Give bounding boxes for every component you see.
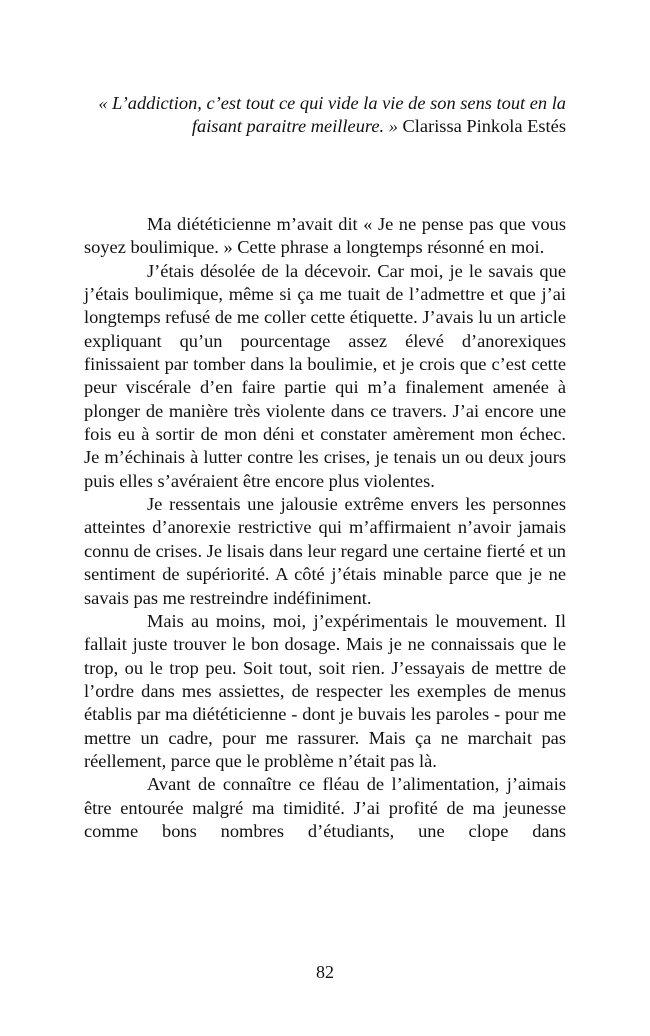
page-number: 82 [316, 962, 334, 982]
paragraph: Mais au moins, moi, j’expérimentais le mouvement. Il fallait juste trouver le bon dosage. Mais je ne connaissais que le trop, ou le trop peu. Soit tout, soit rien. J’essayais de mettre de l’ordre dans mes assiettes, de respecter les exemples de menus établis par ma diététicienne - dont je buvais les paroles - pour me mettre un cadre, pour me rassurer. Mais ça ne marchait pas réellement, parce que le problème n’était pas là. [84, 610, 566, 771]
epigraph [86, 92, 566, 139]
paragraph: J’étais désolée de la décevoir. Car moi, je le savais que j’étais boulimique, même si ça me tuait de l’admettre et que j’ai longtemps refusé de me coller cette étiquette. J’avais lu un article expliquant qu’un pourcentage assez élevé d’anorexiques finissaient par tomber dans la boulimie, et je crois que c’est cette peur viscérale d’en faire partie qui m’a finalement amenée à plonger de manière très violente dans ce travers. J’ai encore une fois eu à sortir de mon déni et constater amèrement mon échec. Je m’échinais à lutter contre les crises, je tenais un ou deux jours puis elles s’avéraient être encore plus violentes. [84, 260, 566, 491]
paragraph: Avant de connaître ce fléau de l’alimentation, j’aimais être entourée malgré ma timidité. J’ai profité de ma jeunesse comme bons nombres d’étudiants, une clope dans [84, 774, 566, 841]
paragraph: Ma diététicienne m’avait dit « Je ne pense pas que vous soyez boulimique. » Cette phrase a longtemps résonné en moi. [84, 214, 566, 258]
epigraph-author: Clarissa Pinkola Estés [402, 116, 566, 137]
body-text [84, 213, 566, 843]
epigraph-quote: « L’addiction, c’est tout ce qui vide la vie de son sens tout en la faisant paraitre meilleure. » [98, 93, 566, 137]
paragraph: Je ressentais une jalousie extrême envers les personnes atteintes d’anorexie restrictive qui m’affirmaient n’avoir jamais connu de crises. Je lisais dans leur regard une certaine fierté et un sentiment de supériorité. A côté j’étais minable parce que je ne savais pas me restreindre indéfiniment. [84, 494, 566, 608]
